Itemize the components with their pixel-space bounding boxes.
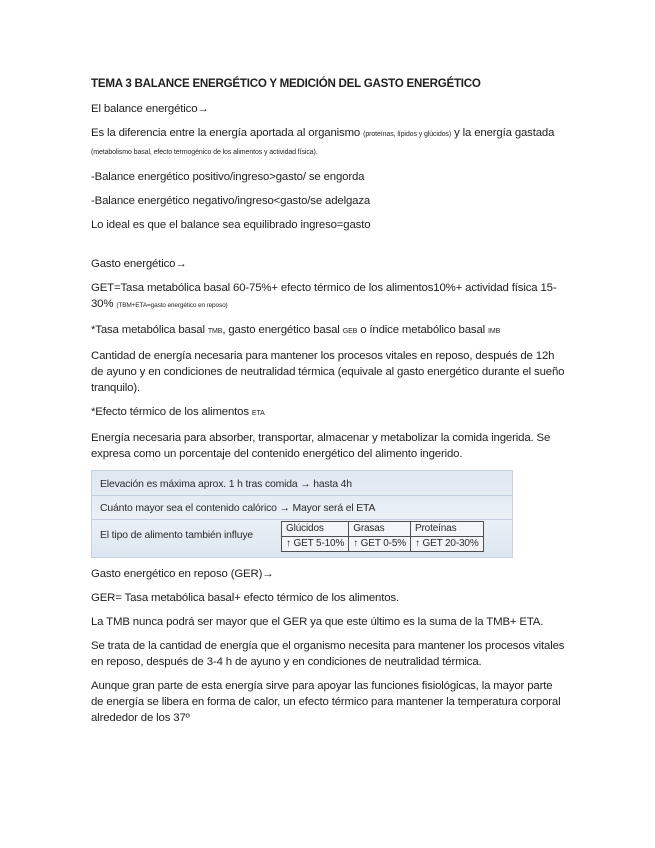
eta-heading xyxy=(91,404,566,422)
table-cell: ↑ GET 20-30% xyxy=(410,537,483,552)
page-title: TEMA 3 BALANCE ENERGÉTICO Y MEDICIÓN DEL GASTO ENERGÉTICO xyxy=(91,77,481,90)
table-cell: Glúcidos xyxy=(282,522,349,537)
tmb-definition: Cantidad de energía necesaria para mantener los procesos vitales en reposo, después de 12h de ayuno y en condiciones de neutralidad térmica (equivale al gasto energético durante el sueño tranquilo). xyxy=(91,350,565,394)
ger-heading: Gasto energético en reposo (GER)→ xyxy=(91,568,274,580)
section-gap xyxy=(91,241,566,256)
balance-ideal: Lo ideal es que el balance sea equilibrado ingreso=gasto xyxy=(91,219,371,231)
eta-text: *Efecto térmico de los alimentos xyxy=(91,406,252,418)
figure-row-1: Elevación es máxima aprox. 1 h tras comida → hasta 4h xyxy=(100,479,352,490)
figure-divider xyxy=(92,495,512,496)
table-cell: ↑ GET 5-10% xyxy=(282,537,349,552)
balance-heading: El balance energético→ xyxy=(91,103,209,115)
table-row xyxy=(282,537,484,552)
eta-abbr: ETA xyxy=(251,410,265,417)
tmb-ger-note: La TMB nunca podrá ser mayor que el GER ya que este último es la suma de la TMB+ ETA. xyxy=(91,616,544,628)
table-cell: Proteínas xyxy=(410,522,483,537)
ger-definition: GER= Tasa metabólica basal+ efecto térmico de los alimentos. xyxy=(91,592,399,604)
balance-def-note-1: (proteínas, lípidos y glúcidos) xyxy=(363,131,452,138)
tmb-text-c: o índice metabólico basal xyxy=(357,324,489,336)
figure-row-3: El tipo de alimento también influye xyxy=(100,530,254,541)
tmb-text-a: *Tasa metabólica basal xyxy=(91,324,208,336)
table-cell: ↑ GET 0-5% xyxy=(349,537,411,552)
balance-def-text-2: y la energía gastada xyxy=(451,127,555,139)
tmb-abbr: TMB xyxy=(207,328,223,335)
figure-row-2: Cuánto mayor sea el contenido calórico → Mayor será el ETA xyxy=(100,503,376,514)
balance-def-note-2: (metabolismo basal, efecto termogénico de los alimentos y actividad física). xyxy=(91,149,318,156)
table-cell: Grasas xyxy=(349,522,411,537)
tmb-text-b: , gasto energético basal xyxy=(222,324,343,336)
tmb-heading xyxy=(91,322,566,340)
table-row xyxy=(282,522,484,537)
figure-divider xyxy=(92,519,512,520)
document-body xyxy=(91,76,566,734)
get-formula-text: GET=Tasa metabólica basal 60-75%+ efecto térmico de los alimentos10%+ actividad física 15-30% xyxy=(91,282,557,310)
gasto-heading: Gasto energético→ xyxy=(91,258,187,270)
get-formula xyxy=(91,280,566,314)
balance-positive: -Balance energético positivo/ingreso>gasto/ se engorda xyxy=(91,171,365,183)
ger-paragraph-1: Se trata de la cantidad de energía que el organismo necesita para mantener los procesos vitales en reposo, después de 3-4 h de ayuno y en condiciones de neutralidad térmica. xyxy=(91,640,565,668)
geb-abbr: GEB xyxy=(342,328,358,335)
balance-negative: -Balance energético negativo/ingreso<gasto/se adelgaza xyxy=(91,195,371,207)
get-formula-note: (TBM+ETA=gasto energético en reposo) xyxy=(116,302,228,309)
eta-figure xyxy=(91,470,513,558)
balance-definition xyxy=(91,125,566,161)
eta-definition: Energía necesaria para absorber, transportar, almacenar y metabolizar la comida ingerida. Se expresa como un porcentaje del contenido energético del alimento ingerido. xyxy=(91,432,551,460)
ger-paragraph-2: Aunque gran parte de esta energía sirve para apoyar las funciones fisiológicas, la mayor parte de energía se libera en forma de calor, un efecto térmico para mantener la temperatura corporal alrededor de los 37º xyxy=(91,680,561,724)
balance-def-text: Es la diferencia entre la energía aportada al organismo xyxy=(91,127,364,139)
nutrient-table xyxy=(281,521,484,552)
imb-abbr: IMB xyxy=(488,328,501,335)
